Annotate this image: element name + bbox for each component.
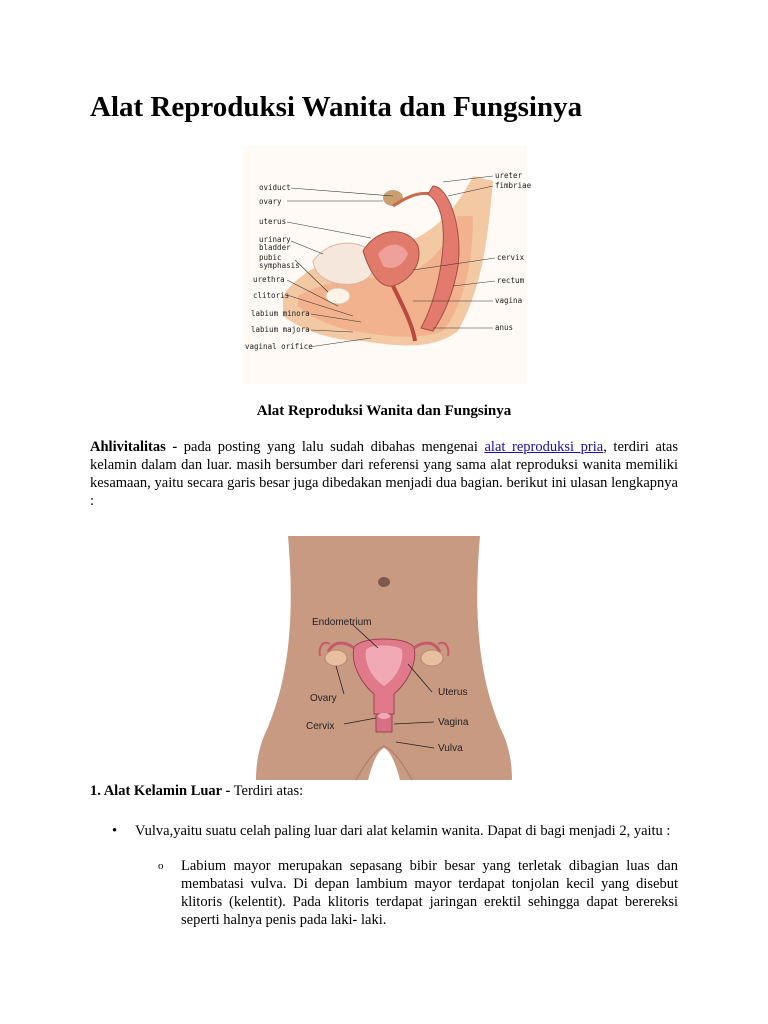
label-symphasis: symphasis [259,261,300,270]
bullet-icon: • [112,823,118,839]
page-title: Alat Reproduksi Wanita dan Fungsinya [90,91,583,123]
male-reproduction-link[interactable]: alat reproduksi pria [484,439,604,455]
label-oviduct: oviduct [259,183,291,192]
intro-paragraph [90,438,678,510]
section-bold-label: 1. Alat Kelamin Luar - [90,783,231,799]
list-item-text: Vulva,yaitu suatu celah paling luar dari alat kelamin wanita. Dapat di bagi menjadi 2, yaitu : [135,823,671,839]
anatomy-front-view-image [248,536,520,780]
label-ovary-front: Ovary [310,693,337,704]
intro-bold-label: Ahlivitalitas - [90,439,178,455]
anatomy-cross-section-image [243,146,532,384]
label-cervix-front: Cervix [306,721,335,732]
label-urinary: urinary [259,235,291,244]
label-fimbriae: fimbriae [495,181,532,190]
label-uterus-front: Uterus [438,687,468,698]
intro-text-2: , terdiri atas kelamin dalam dan luar. masih bersumber dari referensi yang sama alat reproduksi wanita memiliki kesamaan, yaitu secara garis besar juga dibedakan menjadi dua bagian. berikut ini ulasan lengkapnya : [90,439,678,509]
figure-caption: Alat Reproduksi Wanita dan Fungsinya [256,403,512,419]
label-ovary: ovary [259,197,282,206]
label-pubic: pubic [259,253,282,262]
intro-text-1: pada posting yang lalu sudah dibahas mengenai [177,439,485,455]
label-clitoris: clitoris [253,291,290,300]
label-ureter: ureter [495,171,523,180]
label-vagina: vagina [495,296,523,305]
label-endometrium: Endometrium [312,617,372,628]
label-vaginal-orifice: vaginal orifice [245,342,313,351]
label-urethra: urethra [253,275,285,284]
circle-bullet-icon: o [158,860,164,872]
label-vagina-front: Vagina [438,717,469,728]
label-bladder: bladder [259,243,291,252]
label-labium-minora: labium minora [251,309,310,318]
section-text: Terdiri atas: [230,783,304,799]
label-anus: anus [495,323,514,332]
label-vulva-front: Vulva [438,743,463,754]
label-rectum: rectum [497,276,525,285]
front-view-illustration [248,536,520,780]
section-heading [90,783,303,800]
label-cervix: cervix [497,253,525,262]
label-uterus: uterus [259,217,287,226]
label-labium-majora: labium majora [251,325,310,334]
sub-list-item-text: Labium mayor merupakan sepasang bibir besar yang terletak dibagian luas dan membatasi vulva. Di depan lambium mayor terdapat tonjolan kecil yang disebut klitoris (kelentit). Pada klitoris terdapat jaringan erektil sehingga dapat berereksi seperti halnya penis pada laki- laki. [181,858,678,928]
